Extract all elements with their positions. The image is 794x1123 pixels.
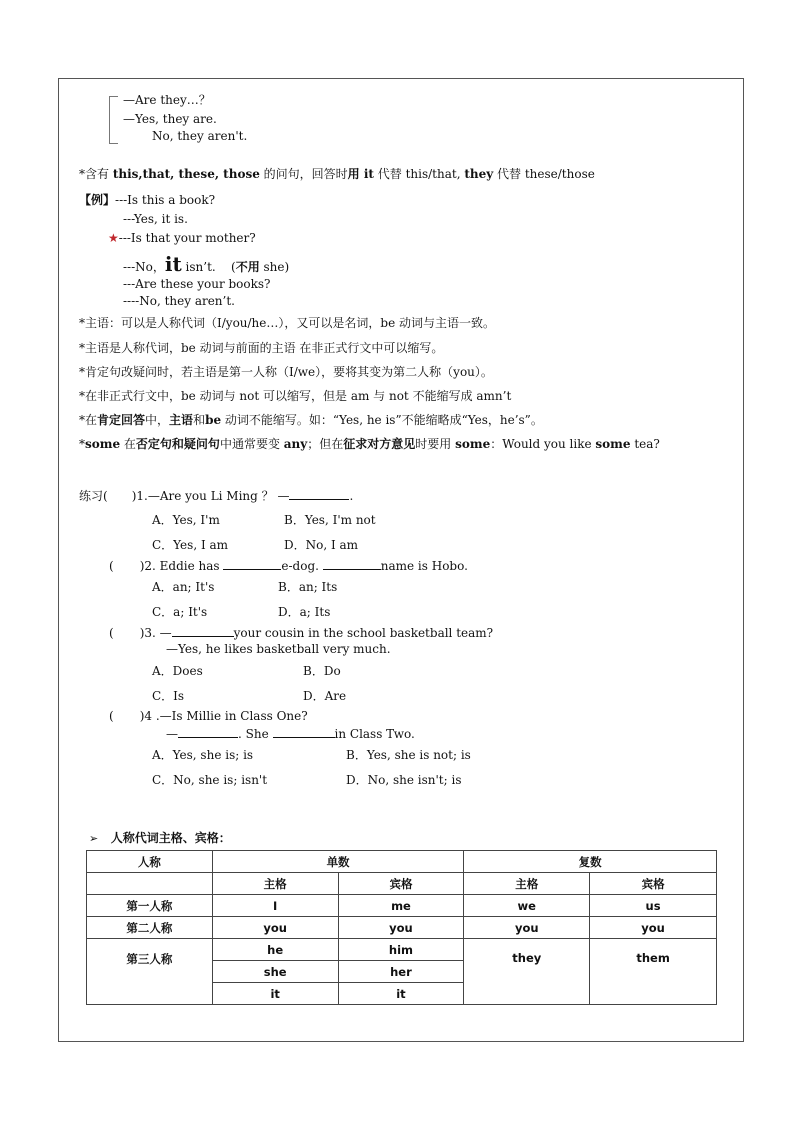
q3-option-a: A．Does	[152, 664, 203, 678]
answer-blank[interactable]	[273, 725, 335, 738]
person-label: 第一人称	[87, 895, 213, 917]
example-line-1: 【例】---Is this a book?	[79, 193, 216, 207]
exercise-q2: ( )2. Eddie has e-dog. name is Hobo.	[109, 559, 468, 573]
answer-blank[interactable]	[178, 725, 238, 738]
header-person: 人称	[87, 851, 213, 873]
person-label: 第三人称	[87, 939, 213, 1005]
example-line-6: ----No, they aren’t.	[123, 294, 235, 308]
header-singular: 单数	[212, 851, 464, 873]
exercise-label: 练习(	[79, 489, 108, 503]
header-object: 宾格	[338, 873, 464, 895]
q4-option-a: A．Yes, she is; is	[152, 748, 254, 762]
rule-this: *含有 this,that, these, those 的问句，回答时用 it 代替 this/that, they 代替 these/those	[79, 167, 595, 181]
table-row	[87, 851, 717, 873]
q4-option-d: D．No, she isn't; is	[346, 773, 462, 787]
q1-option-a: A．Yes, I'm	[152, 513, 220, 527]
q2-option-a: A．an; It's	[152, 580, 215, 594]
empty-cell	[87, 873, 213, 895]
exercise-q1: 练习( )1.—Are you Li Ming ？ — .	[79, 489, 354, 503]
example-label: 【例】	[79, 193, 116, 207]
q4-line-2: — . She in Class Two.	[166, 727, 415, 741]
q3-option-c: C．Is	[152, 689, 185, 703]
q3-option-b: B．Do	[303, 664, 341, 678]
top-yes: —Yes, they are.	[123, 112, 217, 126]
pronoun-table	[86, 850, 717, 1005]
header-plural: 复数	[464, 851, 717, 873]
example-line-4: ---No，it isn’t. (不用 she)	[123, 252, 290, 276]
q4-option-c: C．No, she is; isn't	[152, 773, 268, 787]
top-question: —Are they…？	[123, 93, 211, 107]
arrow-bullet-icon: ➢	[89, 832, 99, 845]
star-icon: ★	[108, 231, 119, 245]
example-line-2: ---Yes, it is.	[123, 212, 188, 226]
q2-option-b: B．an; Its	[278, 580, 338, 594]
top-no: No, they aren't.	[152, 129, 248, 143]
table-row: 第一人称 I me we us	[87, 895, 717, 917]
answer-blank[interactable]	[323, 557, 381, 570]
person-label: 第二人称	[87, 917, 213, 939]
exercise-q4: ( )4 .—Is Millie in Class One?	[109, 709, 308, 723]
note-3: *肯定句改疑问时，若主语是第一人称（I/we），要将其变为第二人称（you）。	[79, 365, 493, 379]
note-5: *在肯定回答中，主语和be 动词不能缩写。如：“Yes, he is”不能缩略成“Yes，he’s”。	[79, 413, 543, 427]
table-row: 第三人称 he him they them	[87, 939, 717, 961]
header-subject: 主格	[464, 873, 590, 895]
q1-option-d: D．No, I am	[284, 538, 359, 552]
q4-option-b: B．Yes, she is not; is	[346, 748, 471, 762]
answer-blank[interactable]	[172, 624, 234, 637]
q3-line-2: —Yes, he likes basketball very much.	[166, 642, 391, 656]
answer-blank[interactable]	[289, 487, 349, 500]
q2-option-c: C．a; It's	[152, 605, 208, 619]
table-row: it it	[87, 983, 717, 1005]
exercise-q3: ( )3. — your cousin in the school basketball team?	[109, 626, 494, 640]
table-row: 第二人称 you you you you	[87, 917, 717, 939]
answer-blank[interactable]	[223, 557, 281, 570]
note-2: *主语是人称代词，be 动词与前面的主语 在非正式行文中可以缩写。	[79, 341, 444, 355]
note-6: *some 在否定句和疑问句中通常要变 any；但在征求对方意见时要用 some：Would you like some tea?	[79, 437, 660, 451]
q3-option-d: D．Are	[303, 689, 347, 703]
q2-option-d: D．a; Its	[278, 605, 331, 619]
q1-option-c: C．Yes, I am	[152, 538, 229, 552]
table-row: she her	[87, 961, 717, 983]
example-line-5: ---Are these your books?	[123, 277, 271, 291]
example-line-3: ★---Is that your mother?	[108, 231, 256, 245]
header-object: 宾格	[590, 873, 717, 895]
q1-option-b: B．Yes, I'm not	[284, 513, 376, 527]
bracket	[109, 96, 118, 144]
header-subject: 主格	[212, 873, 338, 895]
pronoun-heading: ➢ 人称代词主格、宾格：	[89, 831, 231, 845]
table-row	[87, 873, 717, 895]
note-4: *在非正式行文中，be 动词与 not 可以缩写，但是 am 与 not 不能缩写成 amn’t	[79, 389, 512, 403]
note-1: *主语：可以是人称代词（I/you/he…），又可以是名词，be 动词与主语一致。	[79, 316, 495, 330]
